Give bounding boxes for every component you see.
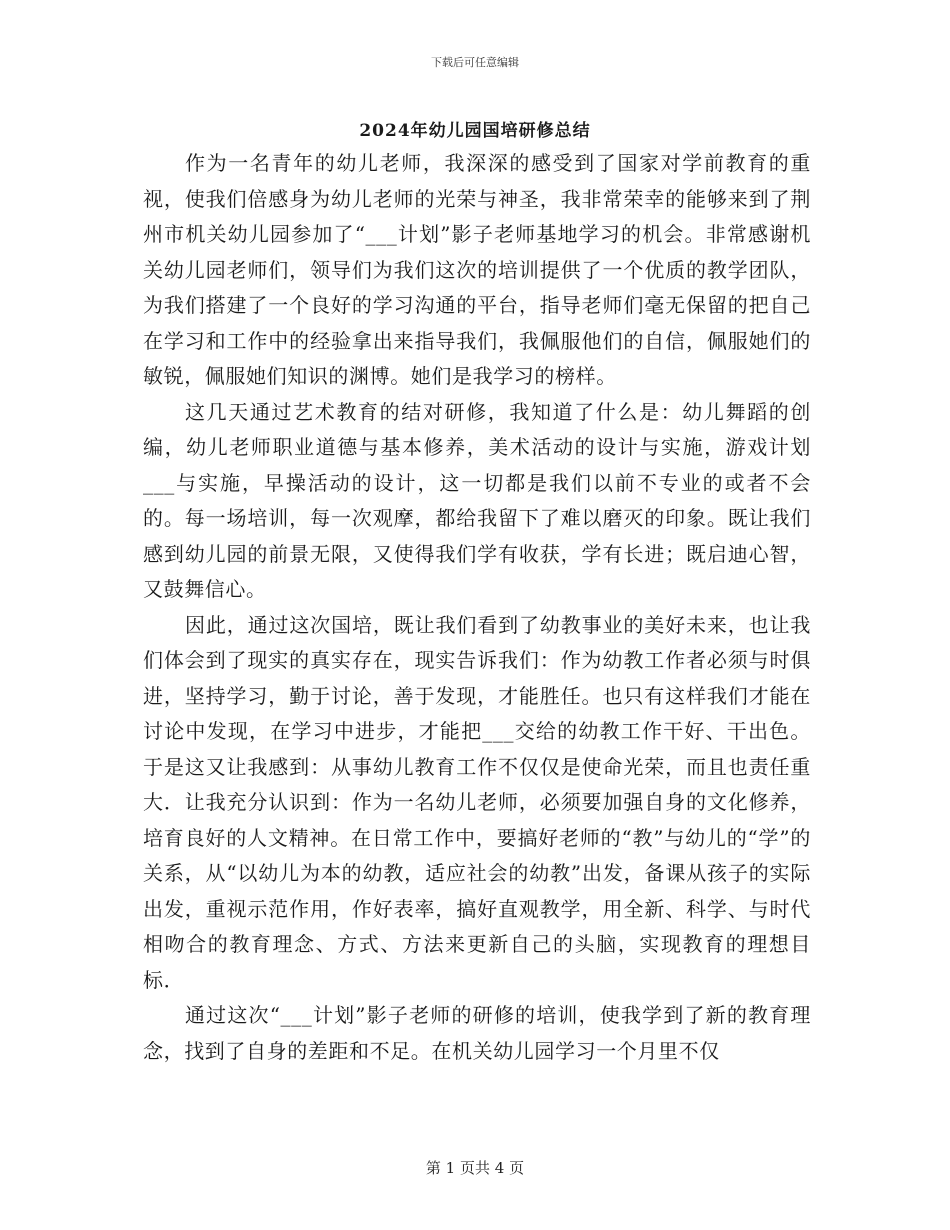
page-header-note: 下载后可任意编辑 <box>431 56 519 69</box>
document-title: 2024年幼儿园国培研修总结 <box>359 121 591 141</box>
paragraph: 作为一名青年的幼儿老师，我深深的感受到了国家对学前教育的重视，使我们倍感身为幼儿老师的光荣与神圣，我非常荣幸的能够来到了荆州市机关幼儿园参加了“___计划”影子老师基地学习的机会。非常感谢机关幼儿园老师们，领导们为我们这次的培训提供了一个优质的教学团队，为我们搭建了一个良好的学习沟通的平台，指导老师们毫无保留的把自己在学习和工作中的经验拿出来指导我们，我佩服他们的自信，佩服她们的敏锐，佩服她们知识的渊博。她们是我学习的榜样。 <box>143 151 811 388</box>
paragraph: 通过这次“___计划”影子老师的研修的培训，使我学到了新的教育理念，找到了自身的差距和不足。在机关幼儿园学习一个月里不仅 <box>143 1003 811 1063</box>
document-body <box>143 146 811 1069</box>
page-number: 第 1 页共 4 页 <box>425 1159 525 1177</box>
paragraph: 因此，通过这次国培，既让我们看到了幼教事业的美好未来，也让我们体会到了现实的真实存在，现实告诉我们：作为幼教工作者必须与时俱进，坚持学习，勤于讨论，善于发现，才能胜任。也只有这样我们才能在讨论中发现，在学习中进步，才能把___交给的幼教工作干好、干出色。于是这又让我感到：从事幼儿教育工作不仅仅是使命光荣，而且也责任重大．让我充分认识到：作为一名幼儿老师，必须要加强自身的文化修养，培育良好的人文精神。在日常工作中，要搞好老师的“教”与幼儿的“学”的关系，从“以幼儿为本的幼教，适应社会的幼教”出发，备课从孩子的实际出发，重视示范作用，作好表率，搞好直观教学，用全新、科学、与时代相吻合的教育理念、方式、方法来更新自己的头脑，实现教育的理想目标． <box>143 612 811 992</box>
paragraph: 这几天通过艺术教育的结对研修，我知道了什么是：幼儿舞蹈的创编，幼儿老师职业道德与基本修养，美术活动的设计与实施，游戏计划___与实施，早操活动的设计，这一切都是我们以前不专业的或者不会的。每一场培训，每一次观摩，都给我留下了难以磨灭的印象。既让我们感到幼儿园的前景无限，又使得我们学有收获，学有长进；既启迪心智，又鼓舞信心。 <box>143 399 811 601</box>
